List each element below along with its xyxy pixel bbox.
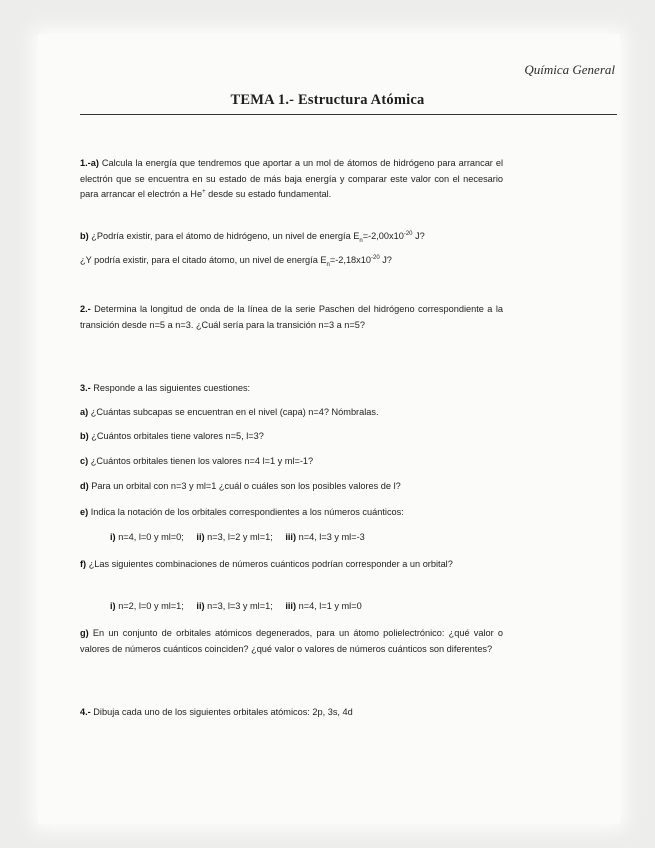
- question-3c: [80, 454, 503, 470]
- question-1c-end: J?: [379, 255, 392, 265]
- question-1b-label: b): [80, 231, 89, 241]
- question-3d: [80, 479, 503, 495]
- question-1c-text: ¿Y podría existir, para el citado átomo, un nivel de energía E: [80, 255, 327, 265]
- question-3c-label: c): [80, 456, 89, 466]
- question-3e-item-3-label: iii): [285, 532, 297, 542]
- question-3e-item-2: n=3, l=2 y ml=1;: [207, 532, 273, 542]
- question-1a-label: 1.-a): [80, 158, 99, 168]
- question-1b-sub: n: [359, 237, 363, 244]
- question-3g-label: g): [80, 628, 89, 638]
- question-1a: [80, 156, 503, 203]
- question-1c-sub: n: [326, 261, 330, 268]
- question-1b-value: =-2,00x10: [362, 231, 404, 241]
- question-1b-text: ¿Podría existir, para el átomo de hidrógeno, un nivel de energía E: [91, 231, 360, 241]
- question-3e-item-1: n=4, l=0 y ml=0;: [118, 532, 184, 542]
- question-3e-text: Indica la notación de los orbitales correspondientes a los números cuánticos:: [90, 507, 404, 517]
- question-3f-item-3-label: iii): [285, 601, 297, 611]
- question-1c-value: =-2,18x10: [329, 255, 371, 265]
- question-3f-item-3: n=4, l=1 y ml=0: [298, 601, 362, 611]
- question-1c: [80, 253, 503, 269]
- question-3b-label: b): [80, 431, 89, 441]
- question-2-text: Determina la longitud de onda de la línea de la serie Paschen del hidrógeno correspondiente a la transición desde n=5 a n=3. ¿Cuál sería para la transición n=3 a n=5?: [80, 304, 503, 330]
- question-3f-item-2: n=3, l=3 y ml=1;: [207, 601, 273, 611]
- question-3f-text: ¿Las siguientes combinaciones de números cuánticos podrían corresponder a un orbital?: [88, 559, 453, 569]
- question-1b-exp: -20: [403, 230, 413, 237]
- question-3e-item-3: n=4, l=3 y ml=-3: [298, 532, 365, 542]
- question-3b: [80, 429, 503, 445]
- question-1b-end: J?: [412, 231, 425, 241]
- question-3e-label: e): [80, 507, 89, 517]
- question-4-label: 4.-: [80, 707, 91, 717]
- question-3g: [80, 626, 503, 657]
- page-title: TEMA 1.- Estructura Atómica: [230, 92, 425, 108]
- question-3: [80, 381, 503, 397]
- question-3f-item-1-label: i): [110, 601, 116, 611]
- question-3d-label: d): [80, 481, 89, 491]
- question-3c-text: ¿Cuántos orbitales tienen los valores n=4 l=1 y ml=-1?: [90, 456, 314, 466]
- question-3f: [80, 557, 503, 573]
- question-1a-text: Calcula la energía que tendremos que aportar a un mol de átomos de hidrógeno para arrancar el electrón que se encuentra en su estado de más baja energía y comparar este valor con el necesario para arrancar el electrón a He: [80, 158, 503, 199]
- question-3e-item-2-label: ii): [196, 532, 205, 542]
- question-1b: [80, 229, 503, 245]
- question-4: [80, 705, 503, 721]
- question-3f-item-1: n=2, l=0 y ml=1;: [118, 601, 184, 611]
- question-1c-exp: -20: [370, 254, 380, 261]
- question-3f-item-2-label: ii): [196, 601, 205, 611]
- question-3e-item-1-label: i): [110, 532, 116, 542]
- course-name: Química General: [524, 62, 615, 77]
- question-2: [80, 302, 503, 333]
- question-3a-text: ¿Cuántas subcapas se encuentran en el nivel (capa) n=4? Nómbralas.: [90, 407, 379, 417]
- question-3e-items: [110, 530, 490, 546]
- title-divider: [80, 114, 617, 115]
- question-2-label: 2.-: [80, 304, 91, 314]
- question-3f-label: f): [80, 559, 87, 569]
- question-1a-text-end: desde su estado fundamental.: [205, 189, 332, 199]
- question-4-text: Dibuja cada uno de los siguientes orbitales atómicos: 2p, 3s, 4d: [93, 707, 353, 717]
- question-3f-items: [110, 599, 490, 615]
- question-3-label: 3.-: [80, 383, 91, 393]
- question-3a: [80, 405, 503, 421]
- question-3b-text: ¿Cuántos orbitales tiene valores n=5, l=3?: [91, 431, 264, 441]
- question-3a-label: a): [80, 407, 89, 417]
- question-1a-sup: +: [202, 188, 206, 195]
- question-3e: [80, 505, 503, 521]
- question-3d-text: Para un orbital con n=3 y ml=1 ¿cuál o cuáles son los posibles valores de l?: [91, 481, 401, 491]
- question-3g-text: En un conjunto de orbitales atómicos degenerados, para un átomo polielectrónico: ¿qué valor o valores de números cuánticos coinciden? ¿qué valor o valores de números cuánticos son diferentes?: [80, 628, 503, 654]
- question-3-text: Responde a las siguientes cuestiones:: [93, 383, 251, 393]
